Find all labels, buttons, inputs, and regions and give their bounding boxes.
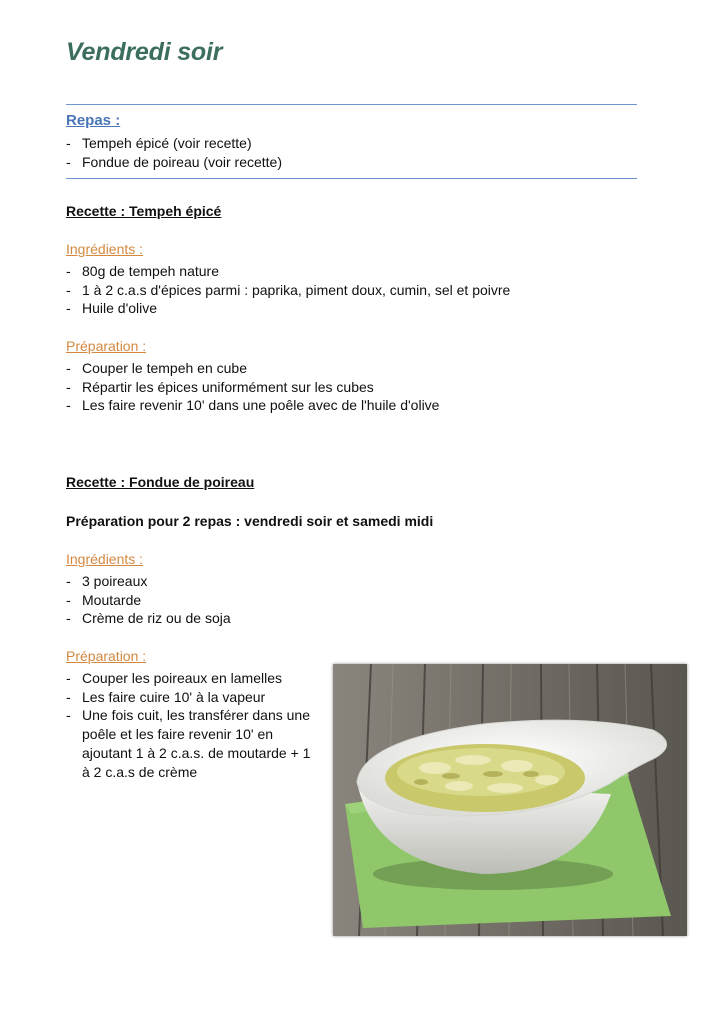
list-item: - 1 à 2 c.a.s d'épices parmi : paprika, piment doux, cumin, sel et poivre — [66, 281, 510, 300]
preparation-label: Préparation : — [66, 338, 147, 354]
preparation-list — [66, 669, 314, 781]
preparation-note: Préparation pour 2 repas : vendredi soir et samedi midi — [66, 513, 434, 529]
list-item: - Répartir les épices uniformément sur les cubes — [66, 378, 439, 397]
list-item: - Moutarde — [66, 591, 231, 610]
list-item: - Tempeh épicé (voir recette) — [66, 134, 282, 153]
preparation-list — [66, 359, 439, 415]
leek-fondue-photo — [333, 664, 687, 936]
list-item: - Les faire revenir 10' dans une poêle avec de l'huile d'olive — [66, 396, 439, 415]
leek-fondue-bowl-photo-icon — [333, 664, 687, 936]
ingredients-label: Ingrédients : — [66, 241, 144, 257]
list-item: - 3 poireaux — [66, 572, 231, 591]
list-item: - Crème de riz ou de soja — [66, 609, 231, 628]
repas-label: Repas : — [66, 112, 121, 129]
list-item: - Couper les poireaux en lamelles — [66, 669, 314, 688]
list-item: - 80g de tempeh nature — [66, 262, 510, 281]
list-item: - Les faire cuire 10' à la vapeur — [66, 688, 314, 707]
recipe-title-fondue: Recette : Fondue de poireau — [66, 474, 255, 490]
list-item: - Une fois cuit, les transférer dans une poêle et les faire revenir 10' en ajoutant 1 à 2 c.a.s. de moutarde + 1 à 2 c.a.s de crème — [66, 706, 314, 781]
recipe-title-tempeh: Recette : Tempeh épicé — [66, 203, 222, 219]
ingredients-label: Ingrédients : — [66, 551, 144, 567]
bottom-rule — [66, 178, 637, 179]
list-item: - Couper le tempeh en cube — [66, 359, 439, 378]
ingredients-list — [66, 572, 231, 628]
list-item: - Huile d'olive — [66, 299, 510, 318]
ingredients-list — [66, 262, 510, 318]
repas-list — [66, 134, 282, 171]
preparation-label: Préparation : — [66, 648, 147, 664]
page-title: Vendredi soir — [66, 38, 223, 66]
list-item: - Fondue de poireau (voir recette) — [66, 153, 282, 172]
top-rule — [66, 104, 637, 105]
